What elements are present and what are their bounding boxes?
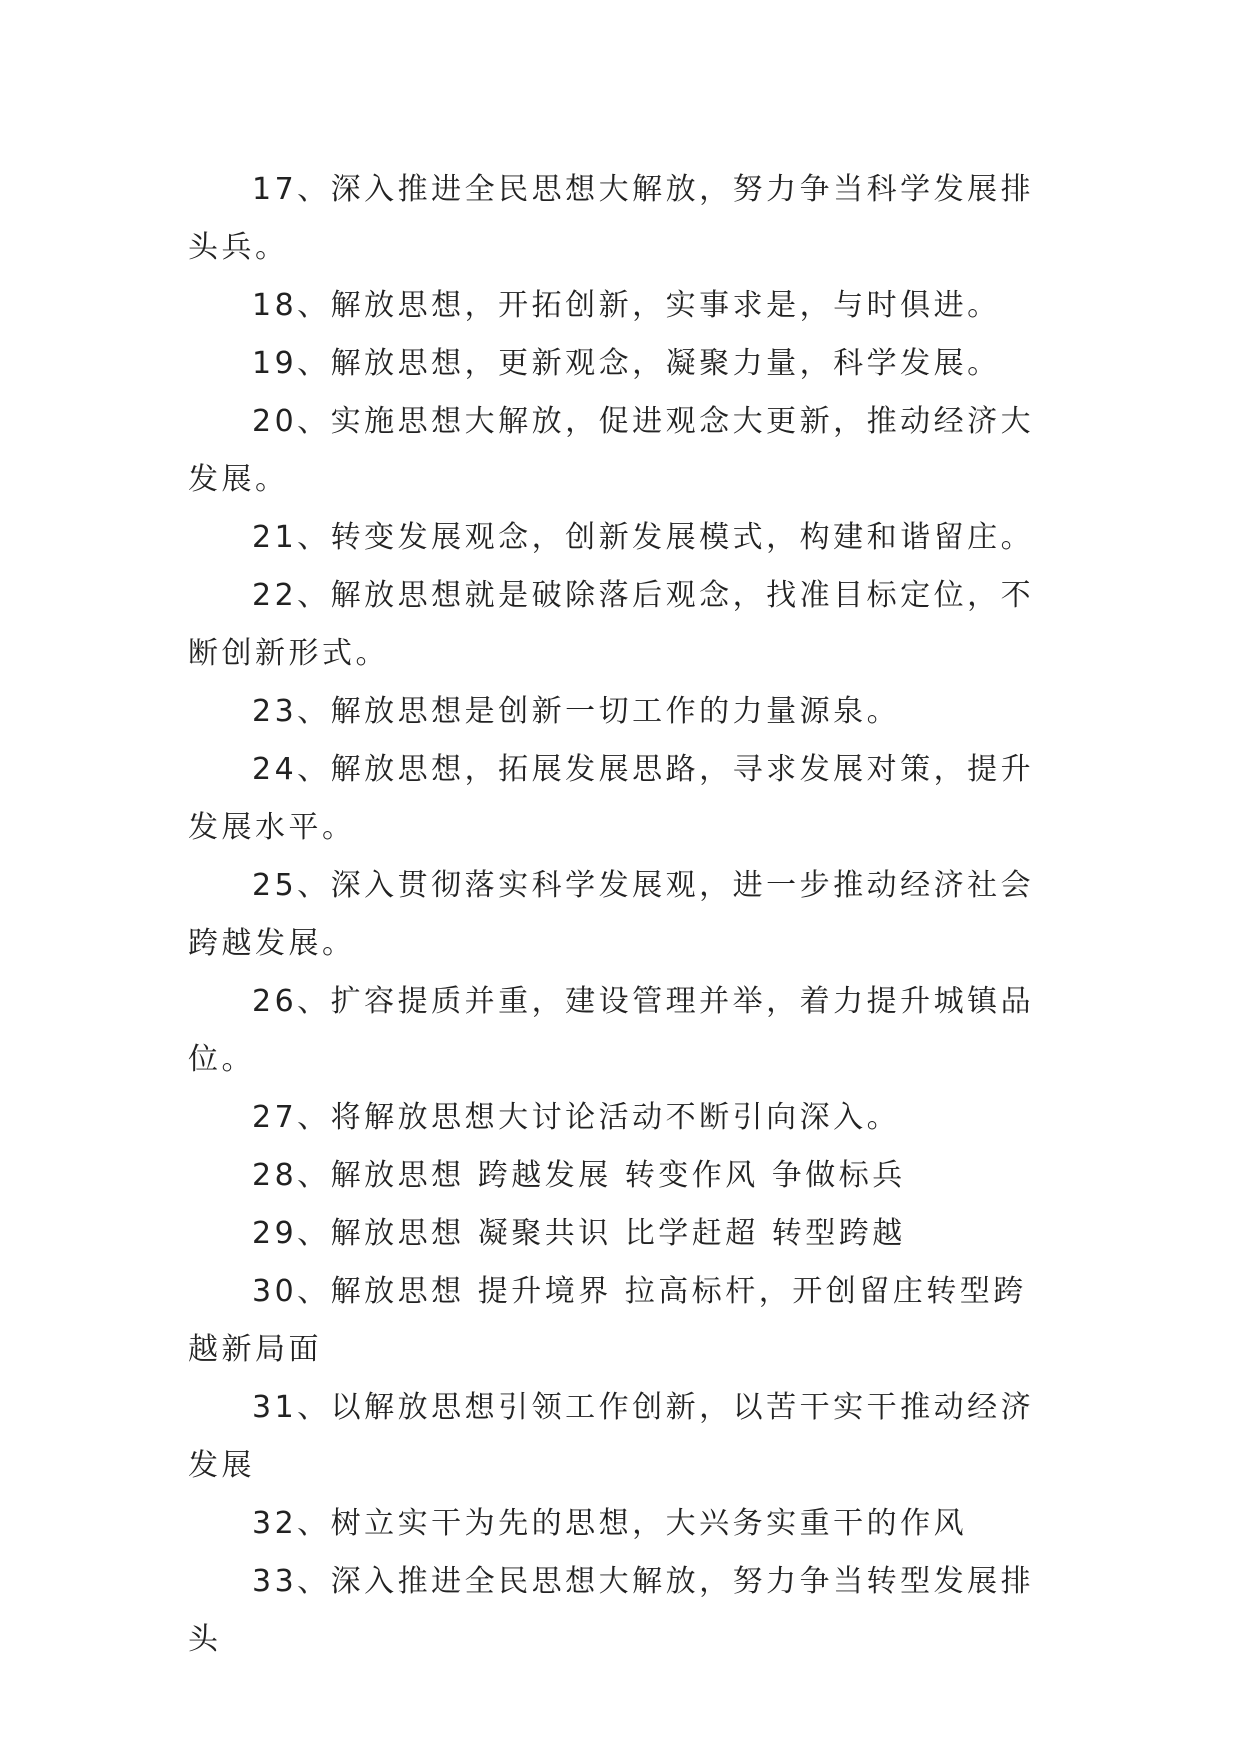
slogan-paragraph-25: 25、深入贯彻落实科学发展观，进一步推动经济社会跨越发展。: [188, 868, 1035, 961]
slogan-paragraph-27: 27、将解放思想大讨论活动不断引向深入。: [252, 1100, 901, 1135]
document-body: [188, 161, 1048, 1669]
slogan-paragraph-29: 29、解放思想 凝聚共识 比学赶超 转型跨越: [252, 1216, 906, 1251]
slogan-paragraph-30: 30、解放思想 提升境界 拉高标杆，开创留庄转型跨越新局面: [188, 1274, 1027, 1367]
slogan-paragraph-33: 33、深入推进全民思想大解放，努力争当转型发展排头: [188, 1564, 1035, 1657]
slogan-paragraph-22: 22、解放思想就是破除落后观念，找准目标定位，不断创新形式。: [188, 578, 1035, 671]
slogan-paragraph-32: 32、树立实干为先的思想，大兴务实重干的作风: [252, 1506, 968, 1541]
slogan-paragraph-23: 23、解放思想是创新一切工作的力量源泉。: [252, 694, 901, 729]
slogan-paragraph-28: 28、解放思想 跨越发展 转变作风 争做标兵: [252, 1158, 906, 1193]
slogan-paragraph-18: 18、解放思想，开拓创新，实事求是，与时俱进。: [252, 288, 1001, 323]
slogan-paragraph-20: 20、实施思想大解放，促进观念大更新，推动经济大发展。: [188, 404, 1035, 497]
slogan-paragraph-26: 26、扩容提质并重，建设管理并举，着力提升城镇品位。: [188, 984, 1035, 1077]
slogan-paragraph-21: 21、转变发展观念，创新发展模式，构建和谐留庄。: [252, 520, 1035, 555]
slogan-paragraph-31: 31、以解放思想引领工作创新，以苦干实干推动经济发展: [188, 1390, 1035, 1483]
slogan-paragraph-24: 24、解放思想，拓展发展思路，寻求发展对策，提升发展水平。: [188, 752, 1035, 845]
slogan-paragraph-19: 19、解放思想，更新观念，凝聚力量，科学发展。: [252, 346, 1001, 381]
slogan-paragraph-17: 17、深入推进全民思想大解放，努力争当科学发展排头兵。: [188, 172, 1035, 265]
